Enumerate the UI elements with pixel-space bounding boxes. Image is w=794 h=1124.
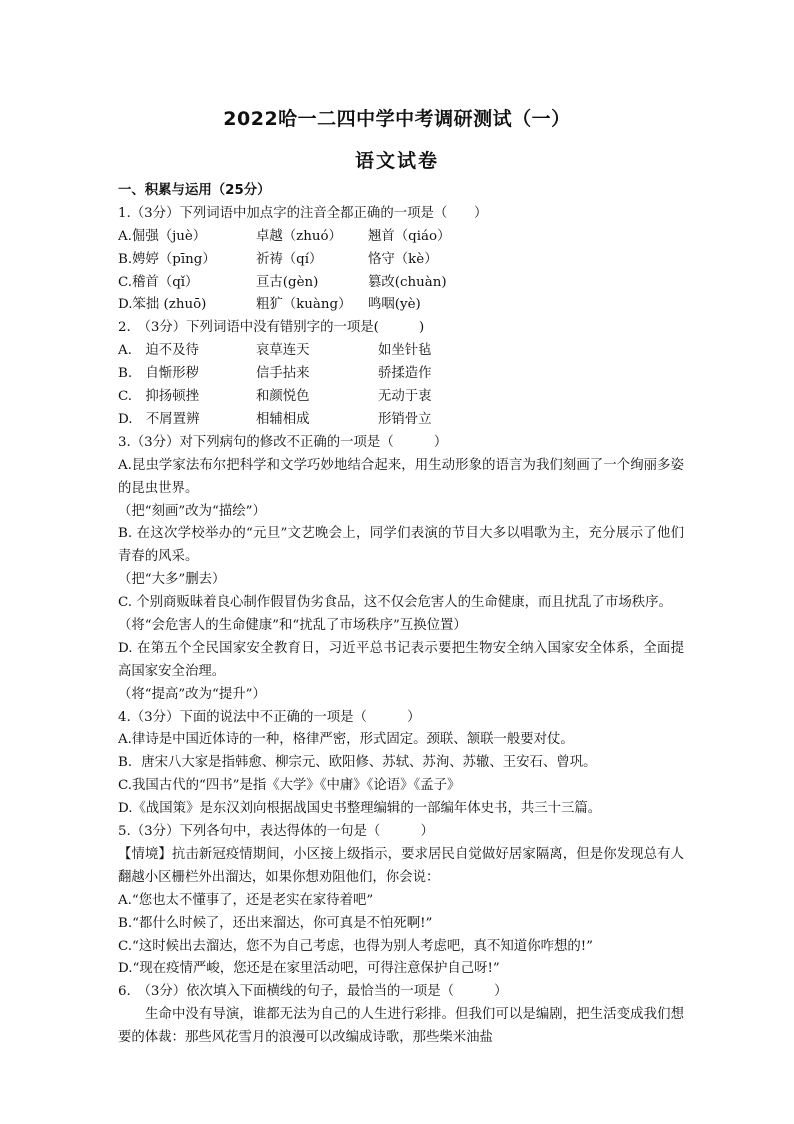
question-3-option-b: B. 在这次学校举办的“元旦”文艺晚会上，同学们表演的节目大多以唱歌为主，充分展示了他们青春的风采。 <box>118 526 684 565</box>
question-3-option-a-fix: （把“刻画”改为“描绘”） <box>118 503 266 519</box>
question-3-option-d: D. 在第五个全民国家安全教育日，习近平总书记表示要把生物安全纳入国家安全体系，全面提高国家安全治理。 <box>118 640 684 679</box>
q2-a-word2: 哀草连天 <box>256 343 310 359</box>
q1-b-word3: 恪守（kè） <box>368 251 438 267</box>
q2-d-word3: 形销骨立 <box>378 411 432 427</box>
question-3-option-a: A.昆虫学家法布尔把科学和文学巧妙地结合起来，用生动形象的语言为我们刻画了一个绚丽多姿的昆虫世界。 <box>118 457 684 496</box>
question-2-option-a <box>118 340 684 363</box>
q2-d-word1: D. 不屑置辨 <box>118 411 200 427</box>
question-6-stem: 6. （3分）依次填入下面横线的句子，最恰当的一项是（ ） <box>118 984 508 1000</box>
question-5-option-d: D.“现在疫情严峻，您还是在家里活动吧，可得注意保护自己呀!” <box>118 961 500 977</box>
q2-c-word1: C. 抑扬顿挫 <box>118 389 199 405</box>
q1-d-word1: D.笨拙 (zhuō) <box>118 297 207 313</box>
question-5-option-a: A.“您也太不懂事了，还是老实在家待着吧” <box>118 892 374 908</box>
question-5-stem: 5.（3分）下列各句中，表达得体的一句是（ ） <box>118 824 434 840</box>
question-3-stem: 3.（3分）对下列病句的修改不正确的一项是（ ） <box>118 434 448 450</box>
exam-subtitle: 语文试卷 <box>354 150 439 172</box>
question-2-option-c <box>118 386 684 409</box>
question-1-option-d <box>118 294 684 317</box>
exam-content <box>118 180 684 1050</box>
q1-a-word2: 卓越（zhuó） <box>256 228 342 244</box>
q1-d-word3: 鸣咽(yè) <box>368 297 421 313</box>
q2-c-word2: 和颜悦色 <box>256 389 310 405</box>
question-6-passage: 生命中没有导演，谁都无法为自己的人生进行彩排。但我们可以是编剧，把生活变成我们想要的体裁：那些风花雪月的浪漫可以改编成诗歌，那些柴米油盐 <box>118 1007 684 1046</box>
question-5-option-c: C.“这时候出去溜达，您不为自己考虑，也得为别人考虑吧，真不知道你咋想的!” <box>118 938 593 954</box>
question-5-option-b: B.“都什么时候了，还出来溜达，你可真是不怕死啊!” <box>118 915 433 931</box>
question-2-option-b <box>118 363 684 386</box>
exam-title: 2022哈一二四中学中考调研测试（一） <box>223 108 571 130</box>
q2-b-word1: B. 自惭形秽 <box>118 366 200 382</box>
q2-c-word3: 无动于衷 <box>378 389 432 405</box>
q1-a-word3: 翘首（qiáo） <box>368 228 451 244</box>
q1-a-word1: A.倔强（juè） <box>118 228 207 244</box>
question-1-option-a <box>118 226 684 249</box>
q2-a-word1: A. 迫不及待 <box>118 343 199 359</box>
question-1-stem: 1.（3分）下列词语中加点字的注音全都正确的一项是（ ） <box>118 205 488 221</box>
question-1-option-b <box>118 249 684 272</box>
q2-a-word3: 如坐针毡 <box>378 343 432 359</box>
question-5-context: 【情境】抗击新冠疫情期间，小区接上级指示，要求居民自觉做好居家隔离，但是你发现总有人翻越小区栅栏外出溜达，如果你想劝阻他们，你会说： <box>118 846 684 885</box>
question-2-option-d <box>118 409 684 432</box>
section-heading: 一、积累与运用（25分） <box>118 183 271 198</box>
question-2-stem: 2. （3分）下列词语中没有错别字的一项是( ) <box>118 320 425 336</box>
question-4-option-c: C.我国古代的“四书”是指《大学》《中庸》《论语》《孟子》 <box>118 778 461 794</box>
question-4-option-d: D.《战国策》是东汉刘向根据战国史书整理编辑的一部编年体史书，共三十三篇。 <box>118 801 602 817</box>
q2-b-word2: 信手拈来 <box>256 366 310 382</box>
question-1-option-c <box>118 272 684 295</box>
question-3-option-c-fix: （将“会危害人的生命健康”和“扰乱了市场秩序”互换位置） <box>118 618 467 633</box>
q2-d-word2: 相辅相成 <box>256 411 310 427</box>
q1-b-word2: 祈祷（qí） <box>256 251 323 267</box>
q1-c-word1: C.稽首（qǐ） <box>118 274 199 290</box>
q1-d-word2: 粗犷（kuàng） <box>256 297 352 313</box>
question-3-option-c: C. 个别商贩昧着良心制作假冒伪劣食品，这不仅会危害人的生命健康，而且扰乱了市场秩序。 <box>118 595 672 611</box>
q1-c-word3: 篡改(chuàn) <box>368 274 447 290</box>
q1-c-word2: 亘古(gèn) <box>256 274 319 290</box>
q1-b-word1: B.娉婷（pīng） <box>118 251 216 267</box>
question-4-option-b: B．唐宋八大家是指韩愈、柳宗元、欧阳修、苏轼、苏洵、苏辙、王安石、曾巩。 <box>118 755 597 771</box>
question-4-stem: 4.（3分）下面的说法中不正确的一项是（ ） <box>118 709 421 725</box>
question-3-option-b-fix: （把“大多”删去） <box>118 572 226 588</box>
question-3-option-d-fix: （将“提高”改为“提升”） <box>118 686 266 702</box>
q2-b-word3: 骄揉造作 <box>378 366 432 382</box>
question-4-option-a: A.律诗是中国近体诗的一种，格律严密，形式固定。颈联、颔联一般要对仗。 <box>118 732 574 748</box>
